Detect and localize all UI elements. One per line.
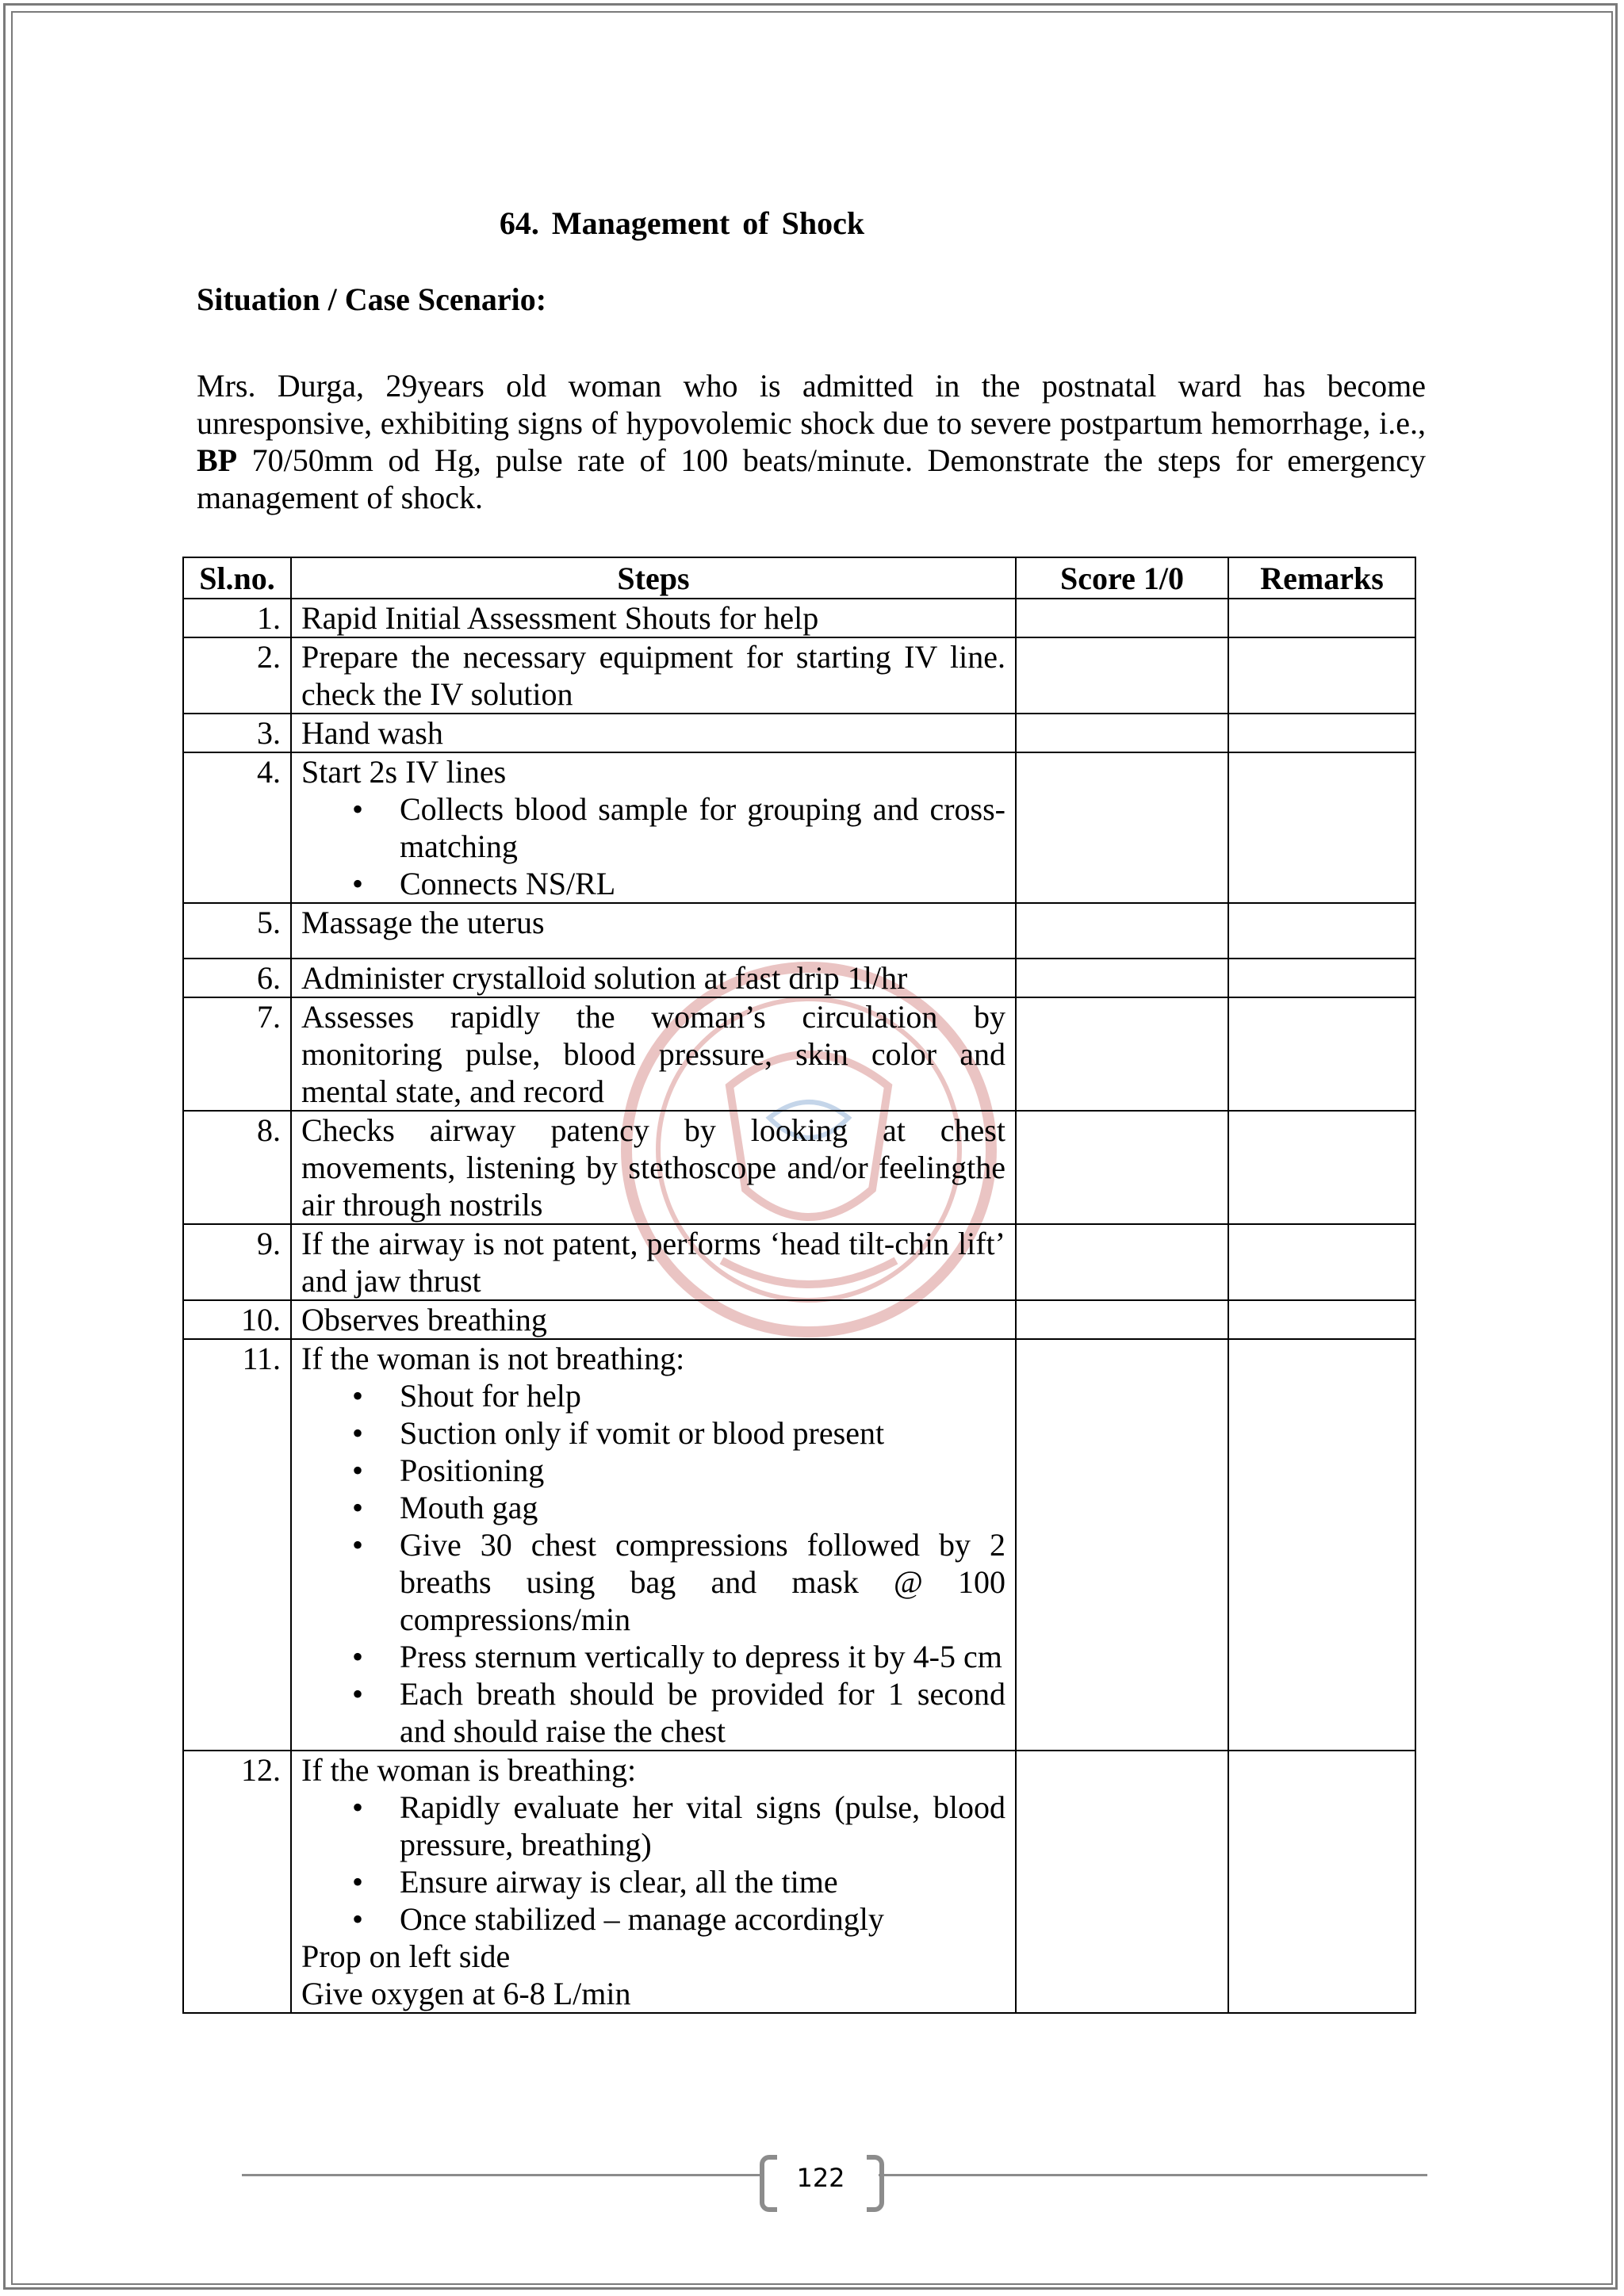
row-number: 12. [183,1751,291,2013]
row-step: Administer crystalloid solution at fast drip 1l/hr [291,959,1016,997]
row-step: Prepare the necessary equipment for starting IV line. check the IV solution [291,637,1016,714]
row-number: 7. [183,997,291,1111]
row-number: 10. [183,1300,291,1339]
row-step: Rapid Initial Assessment Shouts for help [291,599,1016,637]
row-number: 4. [183,752,291,903]
bullet-item: • Rapidly evaluate her vital signs (pulse, blood pressure, breathing) [400,1789,1005,1863]
row-number: 3. [183,714,291,752]
remarks-cell[interactable] [1228,599,1415,637]
row-step [291,752,1016,903]
footer-rule-right [879,2174,1427,2176]
bullet-item: • Suction only if vomit or blood present [400,1414,1005,1452]
bullet-list [301,1789,1005,1938]
bullet-list [301,1377,1005,1750]
score-cell[interactable] [1016,1224,1228,1300]
header-slno: Sl.no. [183,557,291,599]
score-cell[interactable] [1016,1111,1228,1224]
bullet-item: • Each breath should be provided for 1 second and should raise the chest [400,1675,1005,1750]
remarks-cell[interactable] [1228,997,1415,1111]
table-row [183,599,1415,637]
row-step: Checks airway patency by looking at chest movements, listening by stethoscope and/or feelingthe air through nostrils [291,1111,1016,1224]
score-cell[interactable] [1016,1339,1228,1751]
table-row [183,1751,1415,2013]
bullet-list [301,790,1005,902]
remarks-cell[interactable] [1228,1751,1415,2013]
remarks-cell[interactable] [1228,903,1415,959]
row-step: If the airway is not patent, performs ‘head tilt-chin lift’ and jaw thrust [291,1224,1016,1300]
bullet-item: • Positioning [400,1452,1005,1489]
row-step-text: If the woman is breathing: [301,1752,637,1788]
score-cell[interactable] [1016,1300,1228,1339]
score-cell[interactable] [1016,599,1228,637]
row-number: 9. [183,1224,291,1300]
row-number: 2. [183,637,291,714]
row-step: Massage the uterus [291,903,1016,959]
score-cell[interactable] [1016,752,1228,903]
remarks-cell[interactable] [1228,959,1415,997]
table-row [183,997,1415,1111]
bullet-item: • Once stabilized – manage accordingly [400,1900,1005,1938]
table-header-row [183,557,1415,599]
section-heading: Situation / Case Scenario: [197,281,547,317]
row-step-text: Start 2s IV lines [301,754,507,790]
row-step: Assesses rapidly the woman’s circulation by monitoring pulse, blood pressure, skin color and mental state, and record [291,997,1016,1111]
bullet-item: • Ensure airway is clear, all the time [400,1863,1005,1900]
scenario-text-2: 70/50mm od Hg, pulse rate of 100 beats/minute. Demonstrate the steps for emergency management of shock. [197,442,1426,515]
table-row [183,1111,1415,1224]
scenario-text-1: Mrs. Durga, 29years old woman who is admitted in the postnatal ward has become unresponsive, exhibiting signs of hypovolemic shock due to severe postpartum hemorrhage, i.e., [197,368,1426,441]
bullet-item: • Connects NS/RL [400,865,1005,902]
row-number: 8. [183,1111,291,1224]
table-row [183,903,1415,959]
row-number: 1. [183,599,291,637]
row-step: Hand wash [291,714,1016,752]
footer-rule-left [242,2174,761,2176]
bullet-item: • Press sternum vertically to depress it by 4-5 cm [400,1638,1005,1675]
bullet-item: • Shout for help [400,1377,1005,1414]
row-number: 6. [183,959,291,997]
steps-table [182,557,1416,2014]
header-score: Score 1/0 [1016,557,1228,599]
row-number: 5. [183,903,291,959]
scenario-bold-bp: BP [197,442,238,478]
score-cell[interactable] [1016,959,1228,997]
page-number-bracket-left [760,2155,777,2212]
table-row [183,752,1415,903]
bullet-item: • Mouth gag [400,1489,1005,1526]
row-step-after-text: Give oxygen at 6-8 L/min [301,1976,631,2011]
row-step-after-text: Prop on left side [301,1938,511,1974]
table-row [183,637,1415,714]
header-steps: Steps [291,557,1016,599]
remarks-cell[interactable] [1228,1224,1415,1300]
table-row [183,1339,1415,1751]
row-step-text: If the woman is not breathing: [301,1341,685,1376]
case-scenario-paragraph [197,367,1426,516]
page-title: 64. Management of Shock [499,205,865,241]
table-row [183,1300,1415,1339]
row-number: 11. [183,1339,291,1751]
row-step [291,1339,1016,1751]
header-remarks: Remarks [1228,557,1415,599]
table-row [183,714,1415,752]
remarks-cell[interactable] [1228,1339,1415,1751]
score-cell[interactable] [1016,903,1228,959]
table-row [183,959,1415,997]
score-cell[interactable] [1016,997,1228,1111]
remarks-cell[interactable] [1228,752,1415,903]
remarks-cell[interactable] [1228,637,1415,714]
score-cell[interactable] [1016,637,1228,714]
score-cell[interactable] [1016,1751,1228,2013]
bullet-item: • Collects blood sample for grouping and cross-matching [400,790,1005,865]
page-number-bracket-right [867,2155,884,2212]
remarks-cell[interactable] [1228,1300,1415,1339]
row-step: Observes breathing [291,1300,1016,1339]
remarks-cell[interactable] [1228,714,1415,752]
bullet-item: • Give 30 chest compressions followed by 2 breaths using bag and mask @ 100 compressions/min [400,1526,1005,1638]
remarks-cell[interactable] [1228,1111,1415,1224]
table-row [183,1224,1415,1300]
score-cell[interactable] [1016,714,1228,752]
row-step [291,1751,1016,2013]
page-number: 122 [796,2163,845,2193]
